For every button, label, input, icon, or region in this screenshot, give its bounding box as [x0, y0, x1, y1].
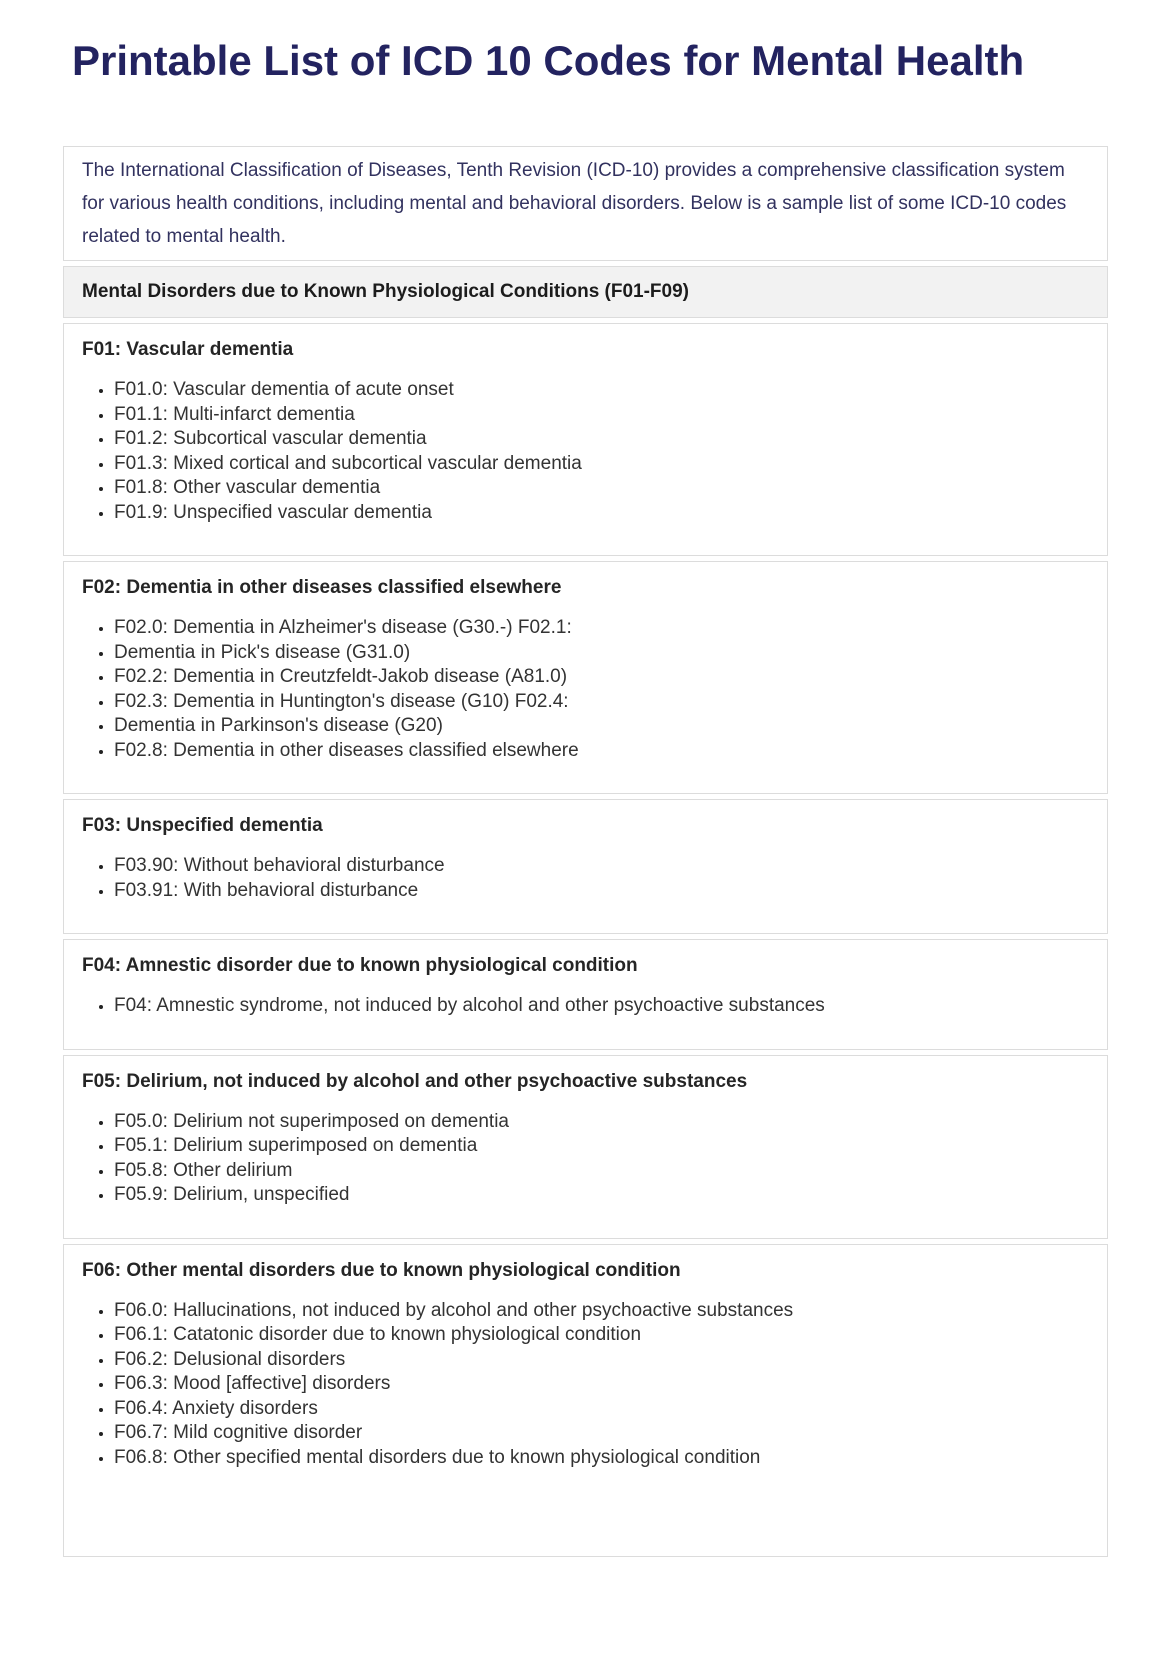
code-list-item: • F05.9: Delirium, unspecified	[114, 1183, 1089, 1208]
section-heading: F06: Other mental disorders due to known physiological condition	[82, 1259, 681, 1281]
code-section	[63, 323, 1108, 556]
code-list-item: • F02.8: Dementia in other diseases classified elsewhere	[114, 739, 1089, 764]
code-list-item: • F06.0: Hallucinations, not induced by alcohol and other psychoactive substances	[114, 1299, 1089, 1324]
section-heading: F04: Amnestic disorder due to known physiological condition	[82, 955, 638, 977]
code-list-item: • F02.2: Dementia in Creutzfeldt-Jakob disease (A81.0)	[114, 665, 1089, 690]
code-list-item: • F05.1: Delirium superimposed on dementia	[114, 1134, 1089, 1159]
code-list	[82, 1299, 1089, 1471]
section-group-header-label: Mental Disorders due to Known Physiological Conditions (F01-F09)	[82, 281, 689, 303]
code-list-item: • F06.3: Mood [affective] disorders	[114, 1372, 1089, 1397]
code-list-item: • F03.91: With behavioral disturbance	[114, 879, 1089, 904]
code-list-item: • F06.1: Catatonic disorder due to known physiological condition	[114, 1323, 1089, 1348]
intro-paragraph: The International Classification of Diseases, Tenth Revision (ICD-10) provides a comprehensive classification system for various health conditions, including mental and behavioral disorders. Below is a sample list of some ICD-10 codes related to mental health.	[82, 160, 1067, 248]
code-list-item: • F02.3: Dementia in Huntington's disease (G10) F02.4:	[114, 690, 1089, 715]
code-list-item: • F06.4: Anxiety disorders	[114, 1397, 1089, 1422]
code-sections	[63, 323, 1108, 1557]
code-list-item: • Dementia in Parkinson's disease (G20)	[114, 714, 1089, 739]
page-title: Printable List of ICD 10 Codes for Mental Health	[72, 37, 1025, 84]
code-list-item: • F06.7: Mild cognitive disorder	[114, 1421, 1089, 1446]
code-list-item: • F06.8: Other specified mental disorders due to known physiological condition	[114, 1446, 1089, 1471]
section-heading: F05: Delirium, not induced by alcohol and other psychoactive substances	[82, 1070, 748, 1092]
code-list-item: • F06.2: Delusional disorders	[114, 1348, 1089, 1373]
code-list-item: • F05.0: Delirium not superimposed on dementia	[114, 1110, 1089, 1135]
code-list	[82, 994, 1089, 1019]
code-list-item: • F04: Amnestic syndrome, not induced by alcohol and other psychoactive substances	[114, 994, 1089, 1019]
code-list-item: • F01.1: Multi-infarct dementia	[114, 403, 1089, 428]
code-list-item: • F03.90: Without behavioral disturbance	[114, 854, 1089, 879]
code-section	[63, 1244, 1108, 1558]
content-column	[63, 146, 1108, 1557]
intro-box	[63, 146, 1108, 261]
code-list-item: • F05.8: Other delirium	[114, 1159, 1089, 1184]
code-list	[82, 1110, 1089, 1208]
code-list-item: • F01.0: Vascular dementia of acute onset	[114, 378, 1089, 403]
section-heading: F01: Vascular dementia	[82, 339, 294, 361]
code-list	[82, 616, 1089, 763]
code-list-item: • F01.9: Unspecified vascular dementia	[114, 501, 1089, 526]
section-group-header	[63, 266, 1108, 318]
section-heading: F03: Unspecified dementia	[82, 815, 323, 837]
code-list	[82, 854, 1089, 903]
code-list-item: • F01.8: Other vascular dementia	[114, 476, 1089, 501]
code-section	[63, 1055, 1108, 1239]
code-list-item: • Dementia in Pick's disease (G31.0)	[114, 641, 1089, 666]
code-list-item: • F02.0: Dementia in Alzheimer's disease (G30.-) F02.1:	[114, 616, 1089, 641]
code-section	[63, 799, 1108, 934]
code-list-item: • F01.3: Mixed cortical and subcortical vascular dementia	[114, 452, 1089, 477]
code-list-item: • F01.2: Subcortical vascular dementia	[114, 427, 1089, 452]
code-section	[63, 939, 1108, 1050]
code-section	[63, 561, 1108, 794]
section-heading: F02: Dementia in other diseases classified elsewhere	[82, 577, 562, 599]
code-list	[82, 378, 1089, 525]
